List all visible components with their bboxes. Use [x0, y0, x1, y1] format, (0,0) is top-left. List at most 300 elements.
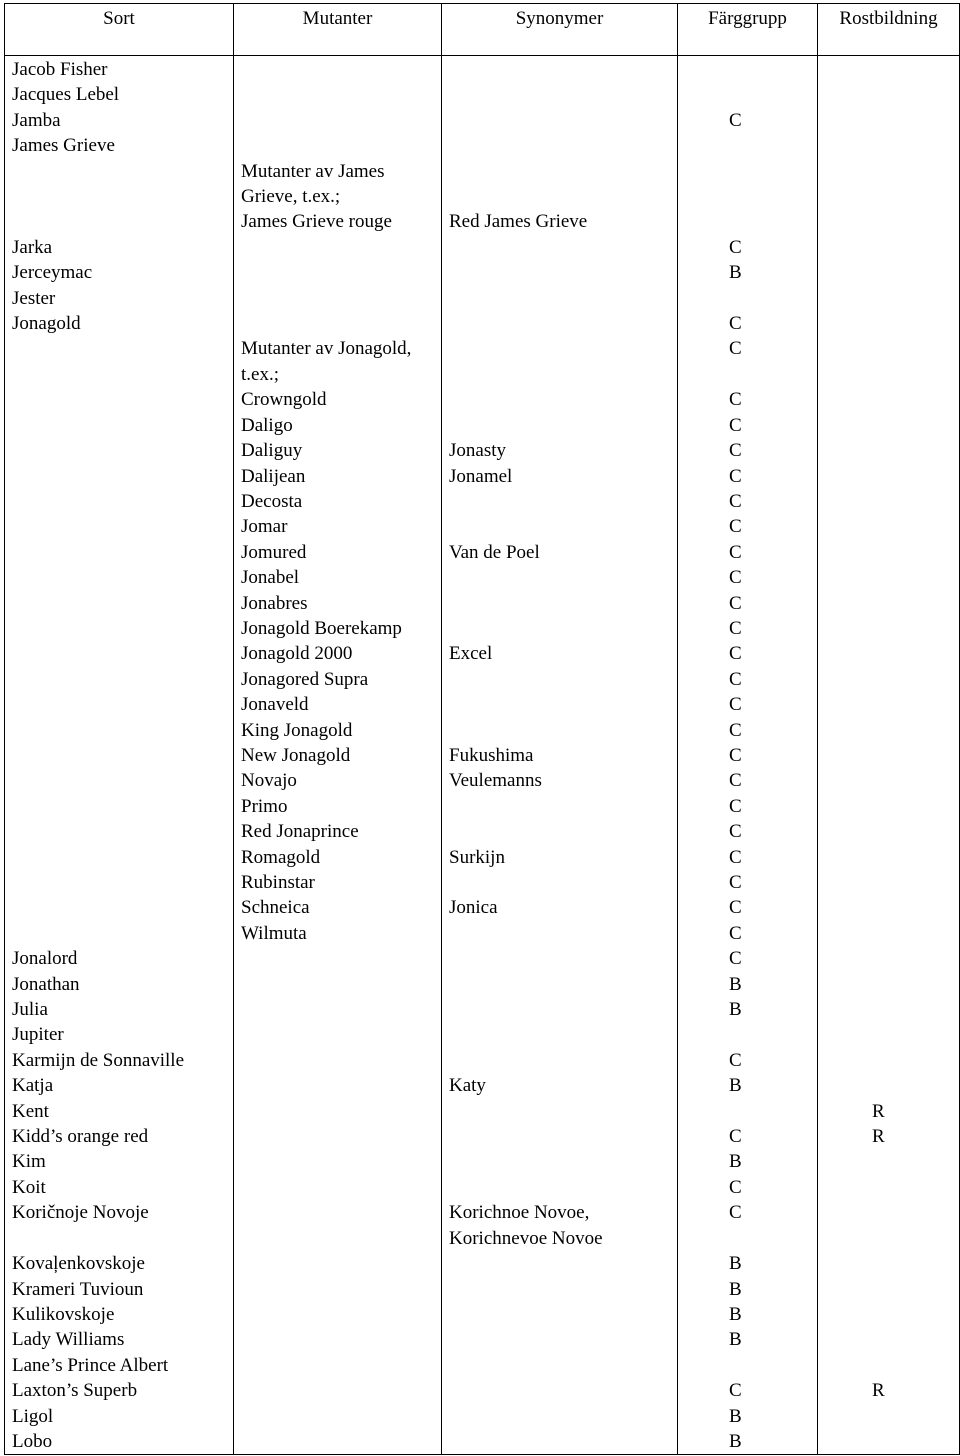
cell-farggrupp [678, 260, 818, 285]
table-row [5, 1429, 960, 1455]
cell-rostbildning [818, 591, 960, 616]
cell-rostbildning [818, 56, 960, 83]
cell-sort [5, 565, 234, 590]
table-row [5, 794, 960, 819]
cell-mutanter: Decosta [234, 489, 442, 514]
cell-mutanter: King Jonagold [234, 718, 442, 743]
cell-synonymer [442, 413, 678, 438]
table-row [5, 768, 960, 793]
farggrupp-value: B [729, 1329, 742, 1351]
cell-farggrupp [678, 718, 818, 743]
farggrupp-value: C [729, 1176, 742, 1198]
cell-mutanter [234, 1200, 442, 1251]
rostbildning-value: R [872, 1380, 885, 1402]
cell-farggrupp [678, 972, 818, 997]
cell-sort [5, 616, 234, 641]
cell-synonymer [442, 1353, 678, 1378]
cell-mutanter: James Grieve rouge [234, 209, 442, 234]
cell-synonymer [442, 794, 678, 819]
cell-rostbildning [818, 794, 960, 819]
cell-farggrupp [678, 1404, 818, 1429]
apple-variety-table [4, 3, 960, 1455]
cell-rostbildning [818, 1277, 960, 1302]
table-row [5, 692, 960, 717]
cell-farggrupp [678, 1099, 818, 1124]
cell-synonymer [442, 56, 678, 83]
table-row [5, 311, 960, 336]
cell-synonymer [442, 235, 678, 260]
cell-rostbildning [818, 1378, 960, 1403]
table-row [5, 743, 960, 768]
cell-synonymer: Surkijn [442, 845, 678, 870]
cell-rostbildning [818, 1302, 960, 1327]
cell-synonymer [442, 1251, 678, 1276]
farggrupp-value: C [729, 465, 742, 487]
cell-mutanter [234, 1175, 442, 1200]
table-row [5, 616, 960, 641]
table-row [5, 260, 960, 285]
cell-mutanter: Daliguy [234, 438, 442, 463]
farggrupp-value: C [729, 1380, 742, 1402]
table-row [5, 565, 960, 590]
cell-sort [5, 641, 234, 666]
cell-mutanter [234, 1429, 442, 1455]
cell-mutanter: Jonabres [234, 591, 442, 616]
cell-sort [5, 540, 234, 565]
cell-synonymer: Jonamel [442, 464, 678, 489]
farggrupp-value: C [729, 541, 742, 563]
cell-farggrupp [678, 159, 818, 210]
table-row [5, 1251, 960, 1276]
cell-synonymer: Red James Grieve [442, 209, 678, 234]
table-row [5, 1378, 960, 1403]
cell-rostbildning [818, 159, 960, 210]
cell-rostbildning [818, 972, 960, 997]
cell-synonymer [442, 489, 678, 514]
cell-rostbildning [818, 1327, 960, 1352]
cell-sort [5, 438, 234, 463]
cell-rostbildning [818, 1175, 960, 1200]
cell-rostbildning [818, 718, 960, 743]
cell-farggrupp [678, 514, 818, 539]
farggrupp-value: C [729, 338, 742, 360]
cell-sort [5, 209, 234, 234]
table-row [5, 56, 960, 83]
table-row [5, 1302, 960, 1327]
table-row [5, 1327, 960, 1352]
table-row [5, 591, 960, 616]
cell-farggrupp [678, 1073, 818, 1098]
table-header [5, 4, 960, 56]
cell-synonymer [442, 286, 678, 311]
cell-rostbildning [818, 413, 960, 438]
farggrupp-value: C [729, 1049, 742, 1071]
table-row [5, 1404, 960, 1429]
cell-rostbildning [818, 946, 960, 971]
cell-sort [5, 336, 234, 387]
cell-synonymer [442, 997, 678, 1022]
cell-sort [5, 895, 234, 920]
table-row [5, 1200, 960, 1251]
cell-farggrupp [678, 565, 818, 590]
cell-mutanter: Mutanter av Jonagold, t.ex.; [234, 336, 442, 387]
cell-mutanter [234, 1378, 442, 1403]
cell-sort [5, 514, 234, 539]
cell-sort [5, 819, 234, 844]
farggrupp-value: C [729, 592, 742, 614]
cell-rostbildning [818, 108, 960, 133]
cell-farggrupp [678, 997, 818, 1022]
table-row [5, 540, 960, 565]
cell-rostbildning [818, 464, 960, 489]
cell-farggrupp [678, 82, 818, 107]
cell-sort [5, 921, 234, 946]
cell-mutanter [234, 1302, 442, 1327]
cell-rostbildning [818, 870, 960, 895]
cell-sort: Kulikovskoje [5, 1302, 234, 1327]
farggrupp-value: C [729, 770, 742, 792]
farggrupp-value: B [729, 1253, 742, 1275]
cell-mutanter: Dalijean [234, 464, 442, 489]
cell-synonymer: Jonica [442, 895, 678, 920]
cell-sort [5, 743, 234, 768]
cell-farggrupp [678, 1277, 818, 1302]
table-row [5, 845, 960, 870]
farggrupp-value: C [729, 694, 742, 716]
cell-rostbildning [818, 921, 960, 946]
cell-mutanter: Red Jonaprince [234, 819, 442, 844]
cell-rostbildning [818, 336, 960, 387]
cell-farggrupp [678, 1200, 818, 1251]
cell-sort: Jarka [5, 235, 234, 260]
cell-farggrupp [678, 794, 818, 819]
cell-sort [5, 591, 234, 616]
cell-sort [5, 845, 234, 870]
cell-rostbildning [818, 641, 960, 666]
cell-sort [5, 159, 234, 210]
cell-sort [5, 718, 234, 743]
cell-synonymer [442, 514, 678, 539]
cell-sort: Laxton’s Superb [5, 1378, 234, 1403]
cell-synonymer [442, 108, 678, 133]
cell-mutanter [234, 56, 442, 83]
cell-rostbildning [818, 286, 960, 311]
cell-sort: Ligol [5, 1404, 234, 1429]
cell-sort [5, 870, 234, 895]
cell-rostbildning [818, 209, 960, 234]
table-row [5, 235, 960, 260]
cell-mutanter: Schneica [234, 895, 442, 920]
cell-rostbildning [818, 489, 960, 514]
cell-rostbildning [818, 565, 960, 590]
table-row [5, 1277, 960, 1302]
header-sort: Sort [5, 4, 234, 56]
cell-mutanter [234, 1149, 442, 1174]
farggrupp-value: C [729, 109, 742, 131]
table-row [5, 133, 960, 158]
cell-mutanter: Jomured [234, 540, 442, 565]
cell-farggrupp [678, 1251, 818, 1276]
cell-sort: Jonagold [5, 311, 234, 336]
cell-mutanter [234, 286, 442, 311]
header-synonymer: Synonymer [442, 4, 678, 56]
cell-rostbildning [818, 260, 960, 285]
cell-synonymer [442, 133, 678, 158]
cell-rostbildning [818, 311, 960, 336]
cell-rostbildning [818, 1048, 960, 1073]
table-row [5, 921, 960, 946]
cell-sort: Jamba [5, 108, 234, 133]
farggrupp-value: C [729, 617, 742, 639]
cell-farggrupp [678, 616, 818, 641]
cell-synonymer [442, 819, 678, 844]
rostbildning-value: R [872, 1100, 885, 1122]
farggrupp-value: C [729, 440, 742, 462]
cell-mutanter: Jonagored Supra [234, 667, 442, 692]
table-row [5, 438, 960, 463]
table-row [5, 1099, 960, 1124]
cell-synonymer [442, 1277, 678, 1302]
cell-sort: Julia [5, 997, 234, 1022]
cell-sort [5, 768, 234, 793]
table-row [5, 387, 960, 412]
cell-synonymer [442, 1022, 678, 1047]
table-row [5, 895, 960, 920]
table-row [5, 972, 960, 997]
cell-synonymer: Fukushima [442, 743, 678, 768]
cell-sort: Jester [5, 286, 234, 311]
cell-rostbildning [818, 1404, 960, 1429]
cell-sort [5, 387, 234, 412]
cell-sort: Kovaļenkovskoje [5, 1251, 234, 1276]
cell-sort [5, 464, 234, 489]
cell-synonymer [442, 387, 678, 412]
header-farggrupp: Färggrupp [678, 4, 818, 56]
cell-farggrupp [678, 1429, 818, 1455]
table-row [5, 1073, 960, 1098]
cell-mutanter [234, 1251, 442, 1276]
cell-mutanter: Rubinstar [234, 870, 442, 895]
cell-rostbildning [818, 1099, 960, 1124]
cell-sort: Lane’s Prince Albert [5, 1353, 234, 1378]
farggrupp-value: C [729, 643, 742, 665]
cell-mutanter: Mutanter av James Grieve, t.ex.; [234, 159, 442, 210]
cell-sort: Kent [5, 1099, 234, 1124]
cell-rostbildning [818, 768, 960, 793]
cell-farggrupp [678, 489, 818, 514]
farggrupp-value: B [729, 1405, 742, 1427]
cell-sort: Jacob Fisher [5, 56, 234, 83]
table-row [5, 870, 960, 895]
cell-mutanter [234, 1048, 442, 1073]
table-row [5, 1022, 960, 1047]
cell-mutanter: New Jonagold [234, 743, 442, 768]
cell-sort: Kidd’s orange red [5, 1124, 234, 1149]
cell-synonymer [442, 1175, 678, 1200]
cell-farggrupp [678, 743, 818, 768]
cell-sort [5, 794, 234, 819]
cell-rostbildning [818, 540, 960, 565]
cell-farggrupp [678, 946, 818, 971]
cell-synonymer [442, 946, 678, 971]
cell-synonymer: Van de Poel [442, 540, 678, 565]
cell-farggrupp [678, 1048, 818, 1073]
cell-rostbildning [818, 387, 960, 412]
cell-rostbildning [818, 1022, 960, 1047]
cell-sort: Lady Williams [5, 1327, 234, 1352]
cell-farggrupp [678, 1302, 818, 1327]
cell-farggrupp [678, 768, 818, 793]
table-row [5, 336, 960, 387]
cell-farggrupp [678, 464, 818, 489]
farggrupp-value: C [729, 313, 742, 335]
farggrupp-value: B [729, 1303, 742, 1325]
cell-farggrupp [678, 1353, 818, 1378]
cell-synonymer [442, 616, 678, 641]
cell-mutanter: Romagold [234, 845, 442, 870]
cell-mutanter [234, 1353, 442, 1378]
cell-farggrupp [678, 133, 818, 158]
cell-synonymer [442, 1149, 678, 1174]
cell-farggrupp [678, 209, 818, 234]
cell-synonymer: Excel [442, 641, 678, 666]
table-row [5, 464, 960, 489]
cell-synonymer [442, 667, 678, 692]
cell-mutanter: Jonagold Boerekamp [234, 616, 442, 641]
cell-sort: Koričnoje Novoje [5, 1200, 234, 1251]
table-row [5, 641, 960, 666]
farggrupp-value: C [729, 821, 742, 843]
cell-mutanter: Crowngold [234, 387, 442, 412]
cell-farggrupp [678, 286, 818, 311]
farggrupp-value: C [729, 719, 742, 741]
cell-farggrupp [678, 1124, 818, 1149]
cell-rostbildning [818, 1149, 960, 1174]
cell-mutanter: Wilmuta [234, 921, 442, 946]
table-row [5, 209, 960, 234]
cell-mutanter [234, 235, 442, 260]
cell-farggrupp [678, 819, 818, 844]
cell-rostbildning [818, 235, 960, 260]
table-row [5, 514, 960, 539]
table-row [5, 1124, 960, 1149]
cell-farggrupp [678, 1378, 818, 1403]
cell-mutanter [234, 946, 442, 971]
cell-rostbildning [818, 133, 960, 158]
cell-farggrupp [678, 311, 818, 336]
cell-sort: Lobo [5, 1429, 234, 1455]
table-row [5, 946, 960, 971]
cell-synonymer: Katy [442, 1073, 678, 1098]
farggrupp-value: C [729, 414, 742, 436]
cell-rostbildning [818, 1073, 960, 1098]
cell-farggrupp [678, 692, 818, 717]
cell-synonymer [442, 565, 678, 590]
farggrupp-value: C [729, 922, 742, 944]
cell-synonymer: Jonasty [442, 438, 678, 463]
table-body [5, 56, 960, 1455]
cell-mutanter [234, 1022, 442, 1047]
farggrupp-value: C [729, 668, 742, 690]
table-row [5, 997, 960, 1022]
table-row [5, 1175, 960, 1200]
cell-mutanter [234, 972, 442, 997]
cell-sort: Jacques Lebel [5, 82, 234, 107]
cell-rostbildning [818, 1429, 960, 1455]
table-row [5, 819, 960, 844]
table-row [5, 718, 960, 743]
cell-mutanter [234, 1277, 442, 1302]
farggrupp-value: B [729, 1151, 742, 1173]
cell-mutanter [234, 1124, 442, 1149]
cell-rostbildning [818, 1251, 960, 1276]
cell-synonymer [442, 159, 678, 210]
cell-farggrupp [678, 540, 818, 565]
cell-farggrupp [678, 336, 818, 387]
cell-rostbildning [818, 743, 960, 768]
cell-farggrupp [678, 591, 818, 616]
cell-mutanter [234, 108, 442, 133]
header-rostbildning: Rostbildning [818, 4, 960, 56]
cell-sort: Jupiter [5, 1022, 234, 1047]
cell-mutanter: Jonagold 2000 [234, 641, 442, 666]
cell-farggrupp [678, 1022, 818, 1047]
cell-sort: Jonathan [5, 972, 234, 997]
cell-mutanter: Jonaveld [234, 692, 442, 717]
cell-farggrupp [678, 845, 818, 870]
rostbildning-value: R [872, 1126, 885, 1148]
cell-farggrupp [678, 667, 818, 692]
cell-mutanter [234, 1404, 442, 1429]
cell-mutanter [234, 82, 442, 107]
cell-farggrupp [678, 56, 818, 83]
cell-sort [5, 489, 234, 514]
table-row [5, 1353, 960, 1378]
table-row [5, 1149, 960, 1174]
cell-farggrupp [678, 641, 818, 666]
cell-synonymer [442, 591, 678, 616]
cell-rostbildning [818, 819, 960, 844]
cell-mutanter [234, 1073, 442, 1098]
cell-synonymer [442, 1429, 678, 1455]
cell-mutanter [234, 1327, 442, 1352]
cell-sort: Jonalord [5, 946, 234, 971]
cell-mutanter: Primo [234, 794, 442, 819]
cell-synonymer [442, 1404, 678, 1429]
cell-rostbildning [818, 667, 960, 692]
cell-mutanter: Jomar [234, 514, 442, 539]
cell-synonymer [442, 1124, 678, 1149]
cell-rostbildning [818, 616, 960, 641]
cell-mutanter [234, 997, 442, 1022]
cell-synonymer [442, 921, 678, 946]
cell-farggrupp [678, 413, 818, 438]
farggrupp-value: C [729, 516, 742, 538]
farggrupp-value: C [729, 1126, 742, 1148]
cell-farggrupp [678, 895, 818, 920]
table-row [5, 489, 960, 514]
cell-sort: Karmijn de Sonnaville [5, 1048, 234, 1073]
cell-farggrupp [678, 1175, 818, 1200]
header-mutanter: Mutanter [234, 4, 442, 56]
farggrupp-value: C [729, 897, 742, 919]
cell-synonymer [442, 1048, 678, 1073]
cell-sort [5, 692, 234, 717]
cell-sort [5, 413, 234, 438]
farggrupp-value: C [729, 795, 742, 817]
cell-farggrupp [678, 870, 818, 895]
cell-sort: Jerceymac [5, 260, 234, 285]
